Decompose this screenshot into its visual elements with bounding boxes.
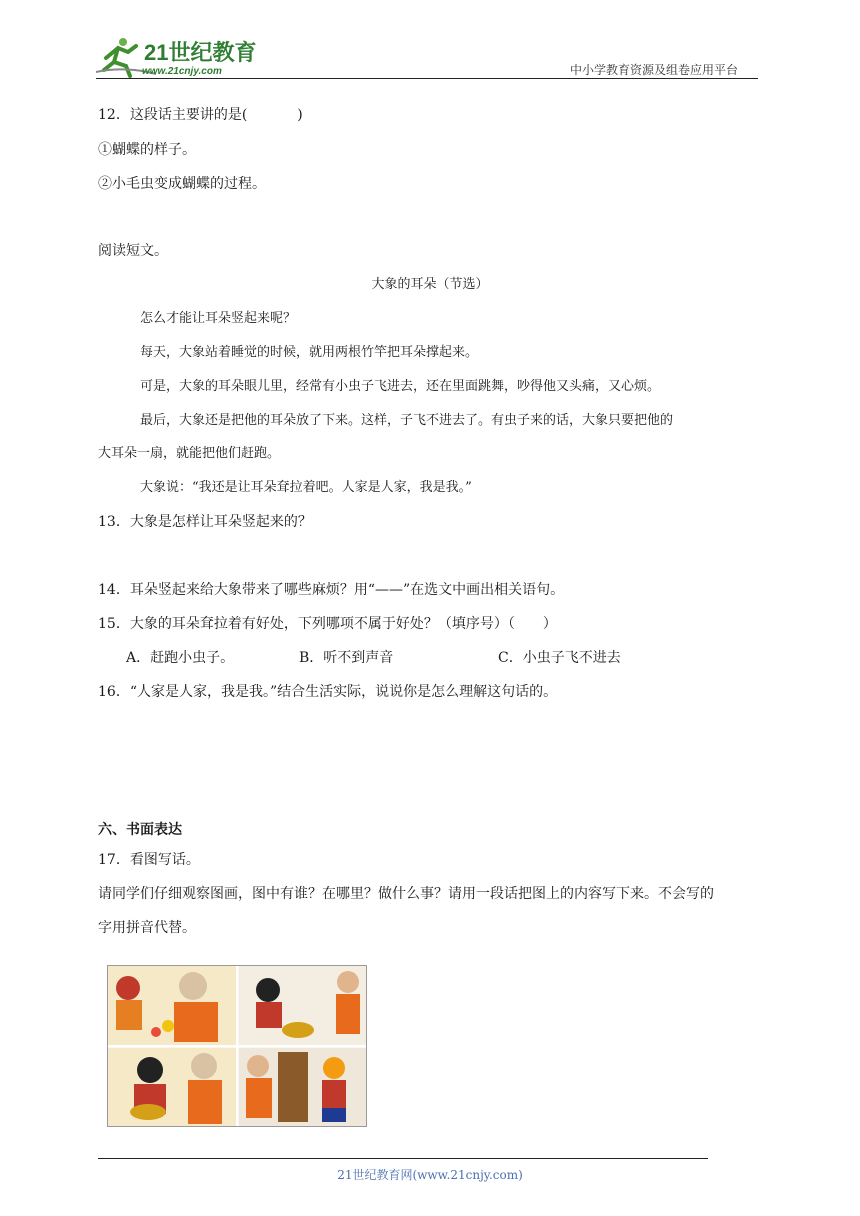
q17-stem: 17．看图写话。: [98, 852, 200, 868]
logo-main-text: 21世纪教育: [144, 40, 257, 65]
logo-url-text: www.21cnjy.com: [142, 66, 222, 77]
q15-stem: 15．大象的耳朵耷拉着有好处，下列哪项不属于好处？（填序号）（ ）: [98, 616, 557, 632]
q15-option-a: A．赶跑小虫子。: [126, 650, 235, 666]
footer-link[interactable]: 21世纪教育网(www.21cnjy.com): [337, 1168, 523, 1182]
q12-stem-text: 12．这段话主要讲的是(: [98, 107, 248, 123]
q15-option-c: C．小虫子飞不进去: [498, 650, 621, 666]
platform-name: 中小学教育资源及组卷应用平台: [570, 63, 739, 77]
passage-title: 大象的耳朵（节选）: [371, 277, 489, 292]
q14-stem: 14．耳朵竖起来给大象带来了哪些麻烦？用“——”在选文中画出相关语句。: [98, 582, 565, 598]
q13-stem: 13．大象是怎样让耳朵竖起来的？: [98, 514, 312, 530]
passage-paragraph-2: 每天，大象站着睡觉的时候，就用两根竹竿把耳朵撑起来。: [140, 345, 479, 360]
footer-divider: [98, 1158, 708, 1159]
q17-prompt-line2: 字用拼音代替。: [98, 920, 196, 936]
passage-paragraph-4b: 大耳朵一扇，就能把他们赶跑。: [98, 446, 281, 461]
passage-paragraph-5: 大象说：“我还是让耳朵耷拉着吧。人家是人家，我是我。”: [140, 480, 472, 495]
story-illustration: [107, 965, 367, 1127]
reading-instruction: 阅读短文。: [98, 243, 168, 259]
q12-stem: [98, 105, 303, 125]
q12-close-paren: ): [297, 107, 303, 123]
passage-paragraph-4a: 最后，大象还是把他的耳朵放了下来。这样，子飞不进去了。有虫子来的话，大象只要把他的: [140, 413, 674, 428]
q17-prompt-line1: 请同学们仔细观察图画，图中有谁？在哪里？做什么事？请用一段话把图上的内容写下来。不会写的: [98, 886, 714, 902]
passage-paragraph-3: 可是，大象的耳朵眼儿里，经常有小虫子飞进去，还在里面跳舞，吵得他又头痛，又心烦。: [140, 379, 661, 394]
q12-option-2: ②小毛虫变成蝴蝶的过程。: [98, 176, 266, 192]
header-divider: [96, 78, 758, 79]
section-heading: 六、书面表达: [98, 822, 182, 838]
q16-stem: 16．“人家是人家，我是我。”结合生活实际，说说你是怎么理解这句话的。: [98, 684, 558, 700]
site-logo: [96, 36, 266, 80]
q15-option-b: B．听不到声音: [299, 650, 394, 666]
q12-option-1: ①蝴蝶的样子。: [98, 142, 196, 158]
passage-paragraph-1: 怎么才能让耳朵竖起来呢？: [140, 311, 297, 326]
